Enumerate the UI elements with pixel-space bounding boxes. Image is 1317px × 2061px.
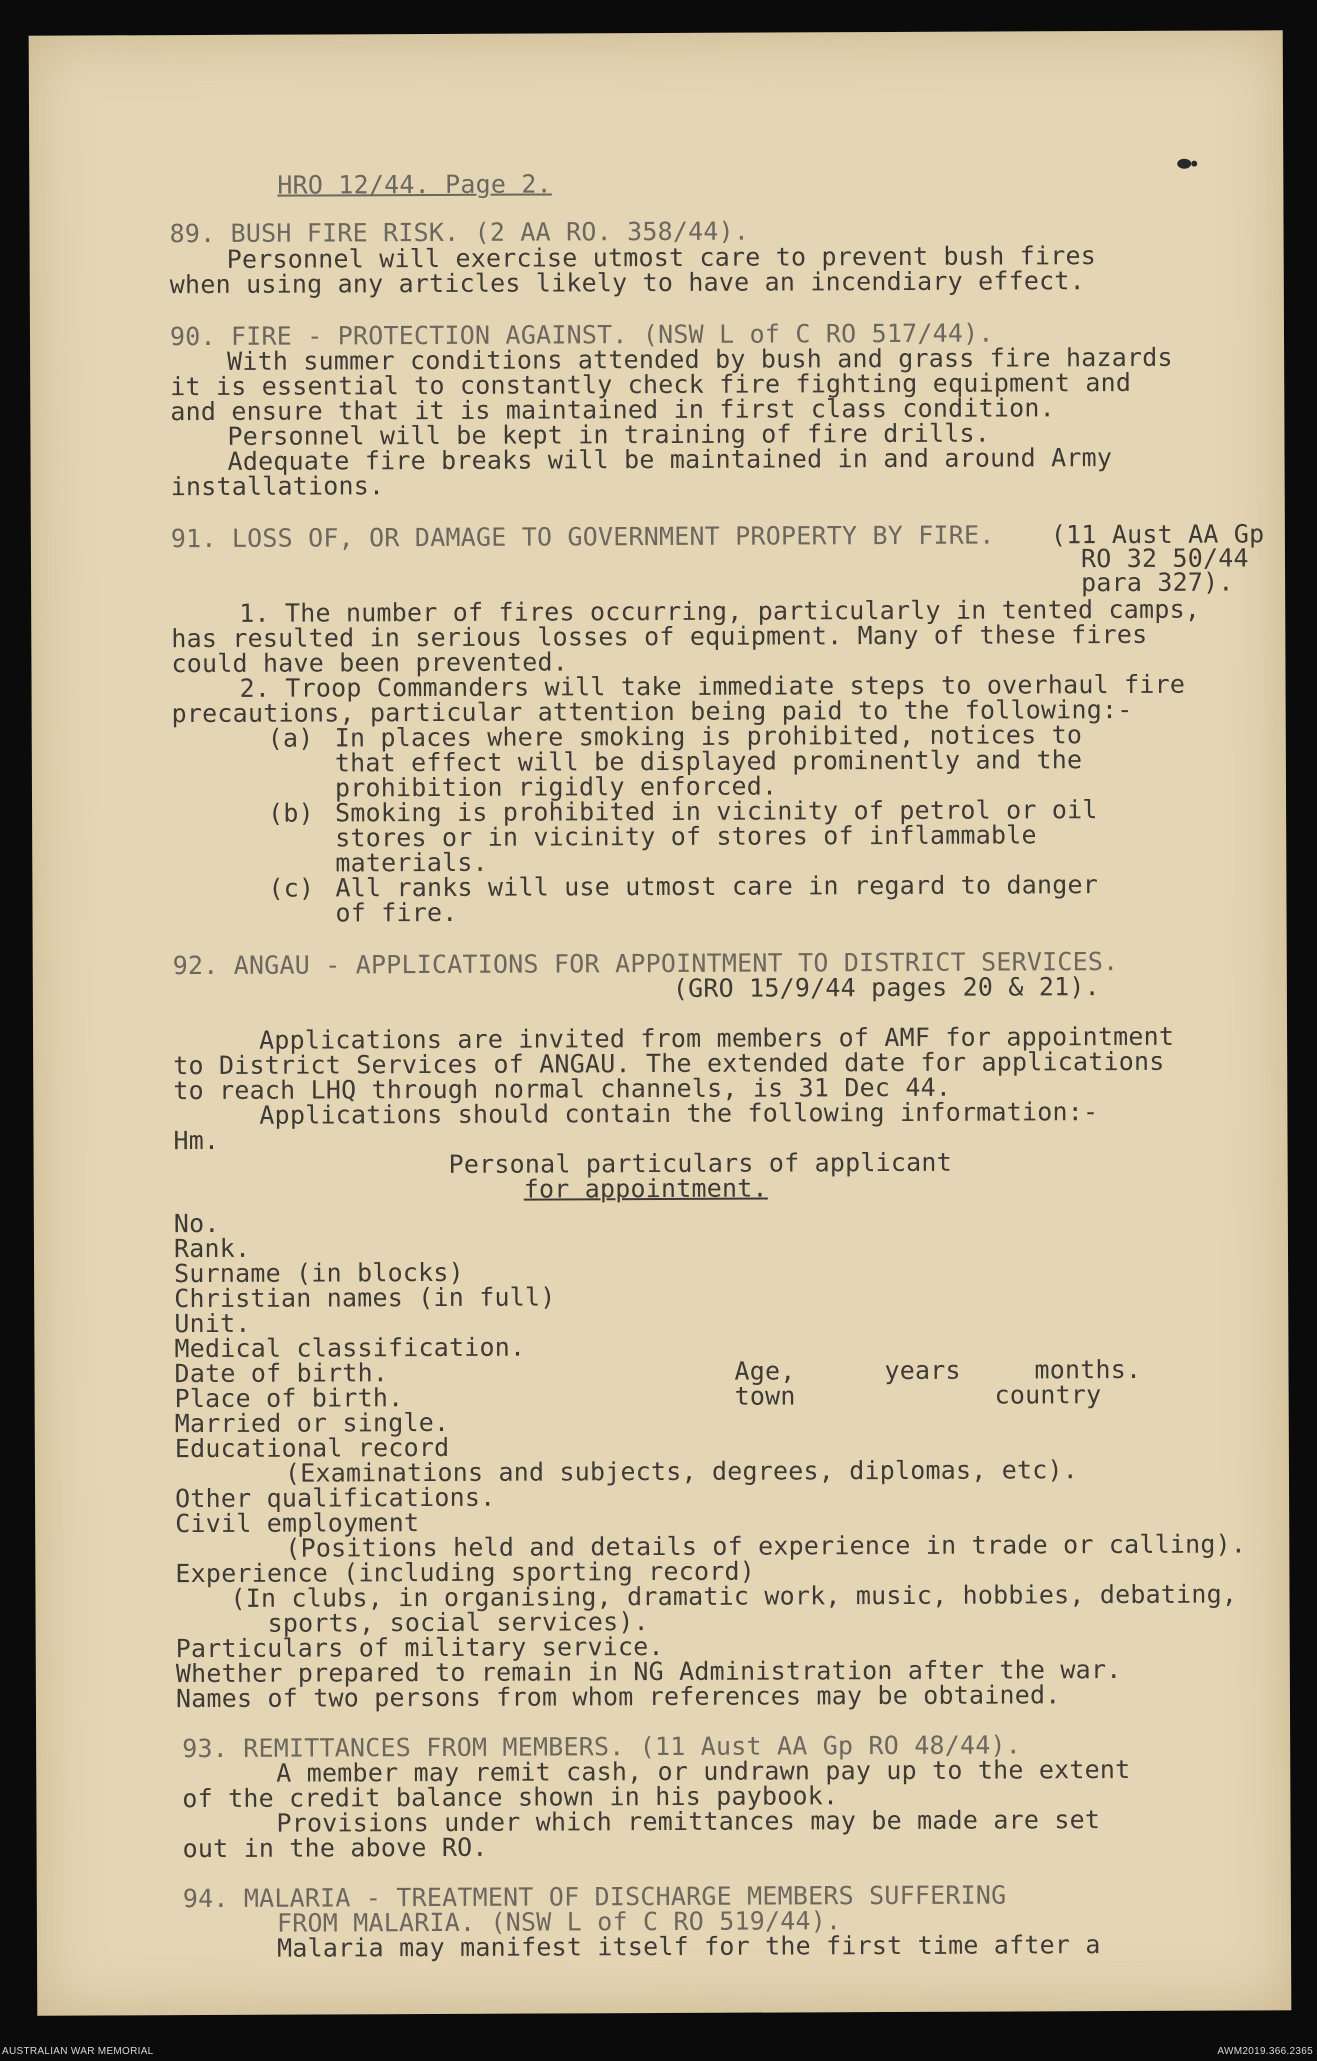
item-89-line: when using any articles likely to have an incendiary effect.	[169, 266, 1085, 300]
ink-speck	[1191, 161, 1197, 167]
form-field: (In clubs, in organising, dramatic work, music, hobbies, debating,	[230, 1579, 1238, 1613]
item-93-line: Provisions under which remittances may be made are set	[276, 1805, 1101, 1838]
form-field: Rank.	[173, 1233, 251, 1264]
form-field: (Positions held and details of experience in trade or calling).	[285, 1529, 1247, 1563]
subitem-line: materials.	[335, 847, 488, 878]
subitem-line: of fire.	[335, 897, 458, 928]
item-94-heading: FROM MALARIA. (NSW L of C RO 519/44).	[276, 1906, 842, 1938]
years-label: years	[884, 1355, 961, 1386]
form-field: Other qualifications.	[175, 1482, 496, 1514]
form-field: Christian names (in full)	[174, 1282, 556, 1314]
ink-speck	[1177, 159, 1191, 169]
item-92-heading: 92. ANGAU - APPLICATIONS FOR APPOINTMENT TO DISTRICT SERVICES.	[172, 946, 1119, 981]
footer-accession-number: AWM2019.366.2365	[1217, 2046, 1313, 2057]
subitem-line: In places where smoking is prohibited, notices to	[334, 720, 1083, 753]
item-91-line: 2. Troop Commanders will take immediate steps to overhaul fire	[239, 669, 1186, 703]
subitem-mark: (c)	[268, 873, 315, 903]
subitem-line: Smoking is prohibited in vicinity of petrol or oil	[335, 795, 1098, 828]
item-89-heading: 89. BUSH FIRE RISK. (2 AA RO. 358/44).	[169, 216, 750, 249]
item-93-line: of the credit balance shown in his paybook.	[182, 1781, 839, 1814]
subitem-mark: (b)	[268, 798, 314, 828]
item-91-ref: para 327).	[1081, 567, 1234, 598]
item-91-ref: (11 Aust AA Gp	[1050, 519, 1265, 550]
subitem-mark: (a)	[267, 723, 314, 753]
page-header: HRO 12/44. Page 2.	[277, 169, 552, 200]
item-90-line: With summer conditions attended by bush and grass fire hazards	[227, 342, 1173, 376]
form-field: No.	[173, 1208, 220, 1239]
document-page	[29, 30, 1292, 2015]
subitem-line: prohibition rigidly enforced.	[334, 771, 778, 803]
item-92-line: Applications should contain the following information:-	[259, 1097, 1099, 1130]
form-field: Civil employment	[175, 1508, 420, 1539]
form-field: Medical classification.	[174, 1332, 526, 1364]
form-field: Educational record	[174, 1432, 450, 1464]
item-91-line: could have been prevented.	[171, 647, 569, 679]
item-89-line: Personnel will exercise utmost care to prevent bush fires	[226, 241, 1097, 274]
item-90-heading: 90. FIRE - PROTECTION AGAINST. (NSW L of C RO 517/44).	[169, 318, 994, 352]
item-94-heading: 94. MALARIA - TREATMENT OF DISCHARGE MEMBERS SUFFERING	[182, 1880, 1007, 1914]
form-title: for appointment.	[523, 1173, 768, 1204]
form-field: Names of two persons from whom references may be obtained.	[175, 1680, 1061, 1714]
form-field: Unit.	[174, 1308, 251, 1339]
item-92-line: Hm.	[173, 1125, 220, 1156]
item-91-line: 1. The number of fires occurring, particularly in tented camps,	[239, 594, 1201, 628]
item-90-line: Adequate fire breaks will be maintained in and around Army	[227, 443, 1113, 476]
item-91-ref: RO 32 50/44	[1080, 543, 1249, 574]
form-field: (Examinations and subjects, degrees, diplomas, etc).	[284, 1455, 1079, 1488]
item-91-line: has resulted in serious losses of equipment. Many of these fires	[171, 619, 1148, 654]
form-field: Experience (including sporting record)	[175, 1556, 756, 1589]
item-90-line: and ensure that it is maintained in first class condition.	[170, 393, 1055, 427]
form-field: Surname (in blocks)	[174, 1257, 464, 1289]
subitem-line: stores or in vicinity of stores of inflammable	[335, 820, 1037, 853]
form-title: Personal particulars of applicant	[448, 1147, 952, 1179]
item-93-line: out in the above RO.	[182, 1832, 488, 1864]
item-92-line: to reach LHQ through normal channels, is 31 Dec 44.	[173, 1072, 952, 1106]
footer-credit: AUSTRALIAN WAR MEMORIAL	[2, 2046, 154, 2057]
item-92-ref: (GRO 15/9/44 pages 20 & 21).	[672, 972, 1100, 1003]
item-90-line: it is essential to constantly check fire fighting equipment and	[170, 367, 1132, 402]
form-field: Whether prepared to remain in NG Administration after the war.	[175, 1654, 1122, 1689]
form-field: Date of birth.	[174, 1358, 389, 1389]
item-90-line: installations.	[170, 471, 385, 502]
age-label: Age,	[734, 1356, 796, 1386]
item-90-line: Personnel will be kept in training of fire drills.	[227, 418, 991, 451]
form-field: sports, social services).	[267, 1607, 649, 1638]
item-93-line: A member may remit cash, or undrawn pay up to the extent	[276, 1754, 1131, 1788]
form-field: Married or single.	[174, 1407, 450, 1439]
item-94-line: Malaria may manifest itself for the first time after a	[276, 1930, 1101, 1963]
item-92-line: to District Services of ANGAU. The extended date for applications	[173, 1046, 1165, 1081]
form-field: Place of birth.	[174, 1383, 404, 1414]
subitem-line: that effect will be displayed prominently and the	[334, 745, 1083, 778]
item-91-line: precautions, particular attention being paid to the following:-	[171, 694, 1133, 729]
town-label: town	[734, 1381, 796, 1411]
form-field: Particulars of military service.	[175, 1631, 664, 1664]
months-label: months.	[1034, 1354, 1142, 1385]
country-label: country	[994, 1380, 1102, 1410]
item-93-heading: 93. REMITTANCES FROM MEMBERS. (11 Aust AA Gp RO 48/44).	[182, 1730, 1022, 1764]
item-91-heading: 91. LOSS OF, OR DAMAGE TO GOVERNMENT PROPERTY BY FIRE.	[170, 520, 995, 554]
item-92-line: Applications are invited from members of AMF for appointment	[259, 1021, 1175, 1055]
subitem-line: All ranks will use utmost care in regard to danger	[335, 870, 1099, 903]
